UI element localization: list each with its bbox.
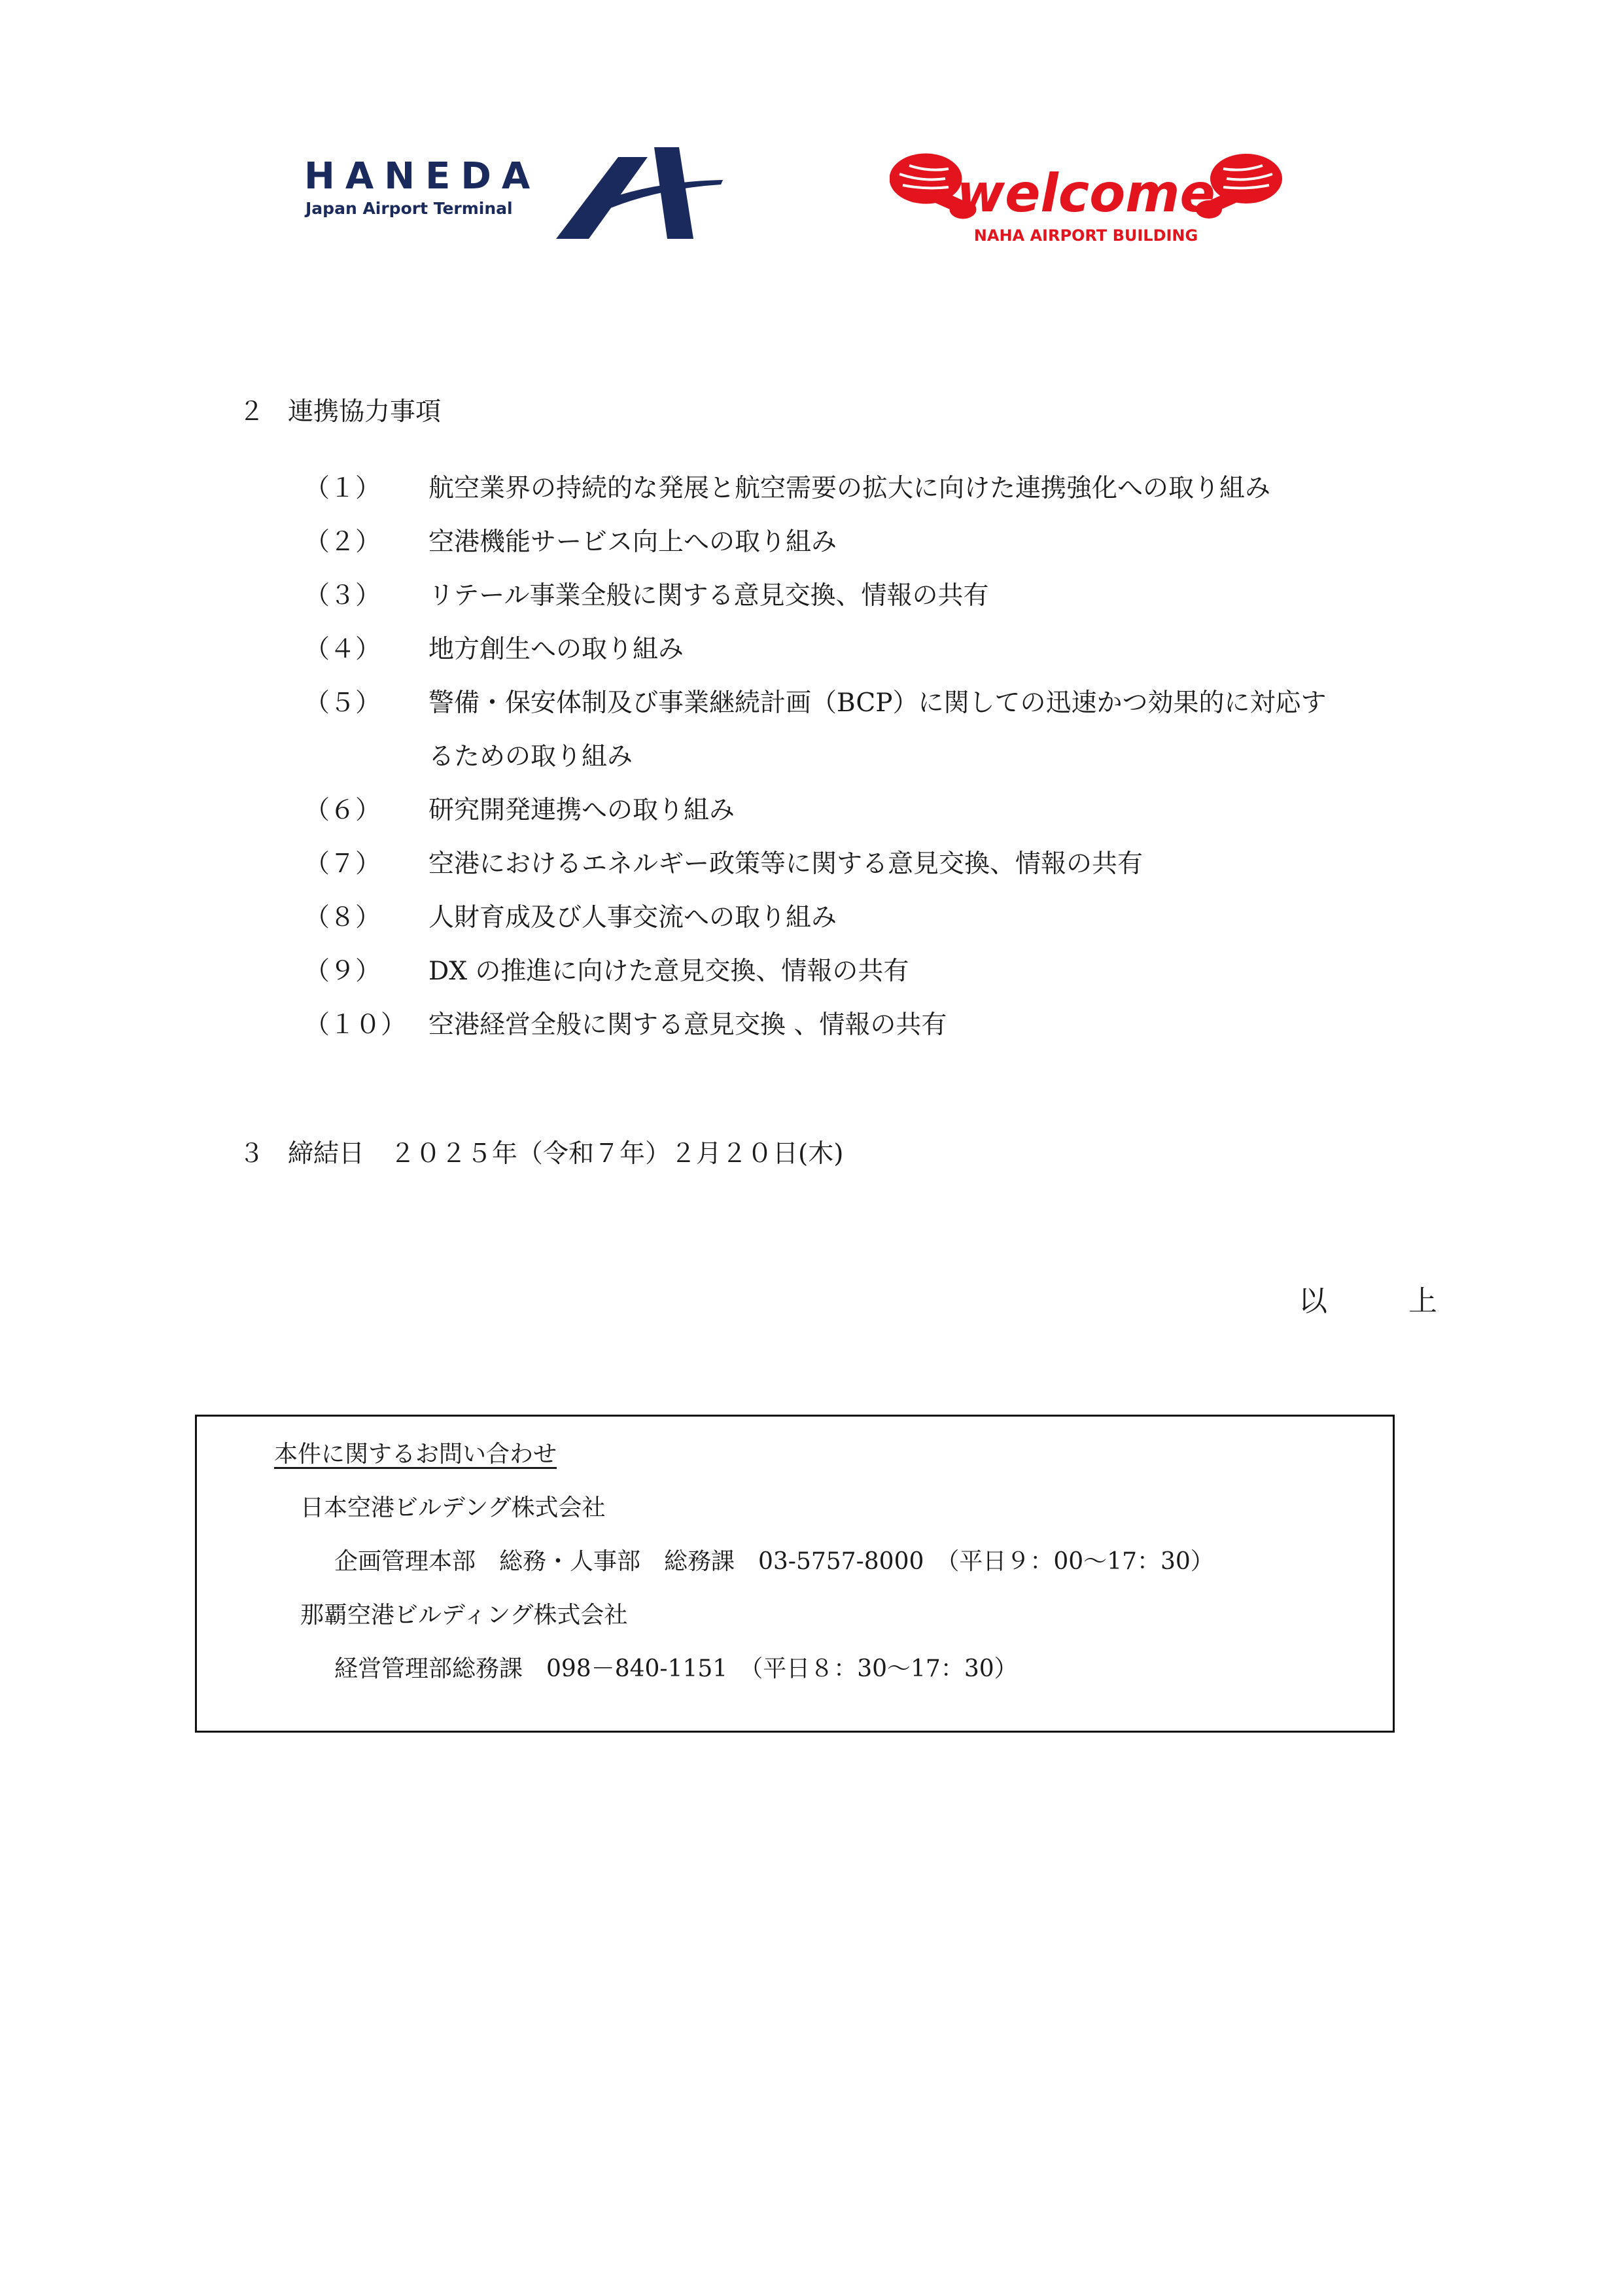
list-item-number-1: （１）: [304, 474, 381, 503]
contact-info-box: [195, 1415, 1395, 1733]
list-item-number-7: （７）: [304, 849, 381, 879]
list-item-text-2: 空港機能サービス向上への取り組み: [428, 527, 837, 557]
list-item-number-8: （８）: [304, 903, 381, 932]
haneda-h-mark-icon: [556, 144, 723, 242]
list-item-number-4: （４）: [304, 635, 381, 664]
naha-airport-logo: [890, 149, 1282, 247]
contact-company-1-detail: 企画管理本部 総務・人事部 総務課 03-5757-8000 （平日９：00〜17：30）: [334, 1548, 1214, 1575]
contact-company-2-detail: 経営管理部総務課 098－840-1151 （平日８：30〜17：30）: [334, 1655, 1018, 1682]
list-item-text-9: DX の推進に向けた意見交換、情報の共有: [428, 957, 909, 986]
section-3-number: ３: [239, 1139, 265, 1169]
contact-company-2: 那覇空港ビルディング株式会社: [300, 1602, 628, 1629]
haneda-logo-subtitle: Japan Airport Terminal: [305, 199, 513, 218]
section-2-number: ２: [239, 397, 265, 427]
list-item-text-5-continued: るための取り組み: [428, 742, 633, 771]
haneda-logo-word: HANEDA: [304, 155, 541, 198]
list-item-text-7: 空港におけるエネルギー政策等に関する意見交換、情報の共有: [428, 849, 1143, 879]
section-2-title: 連携協力事項: [288, 397, 442, 427]
haneda-logo: [304, 144, 723, 242]
list-item-number-2: （２）: [304, 527, 381, 557]
list-item-text-5: 警備・保安体制及び事業継続計画（BCP）に関しての迅速かつ効果的に対応す: [428, 688, 1327, 718]
section-3-signing-date: 締結日 ２０２５年（令和７年）２月２０日(木): [288, 1139, 844, 1169]
closing-mark: 以 上: [1299, 1284, 1463, 1318]
list-item-text-3: リテール事業全般に関する意見交換、情報の共有: [428, 581, 989, 610]
list-item-text-1: 航空業界の持続的な発展と航空需要の拡大に向けた連携強化への取り組み: [428, 474, 1271, 503]
svg-text:NAHA AIRPORT BUILDING: NAHA AIRPORT BUILDING: [973, 226, 1198, 245]
list-item-text-10: 空港経営全般に関する意見交換 、情報の共有: [428, 1010, 947, 1040]
list-item-text-8: 人財育成及び人事交流への取り組み: [428, 903, 837, 932]
list-item-number-10: （１０）: [304, 1010, 407, 1040]
list-item-number-5: （５）: [304, 688, 381, 718]
list-item-number-9: （９）: [304, 957, 381, 986]
list-item-number-6: （６）: [304, 796, 381, 825]
list-item-text-6: 研究開発連携への取り組み: [428, 796, 735, 825]
svg-text:welcome: welcome: [956, 163, 1215, 224]
naha-welcome-logo-icon: [890, 149, 1282, 247]
list-item-text-4: 地方創生への取り組み: [428, 635, 684, 664]
list-item-number-3: （３）: [304, 581, 381, 610]
contact-heading: 本件に関するお問い合わせ: [274, 1441, 557, 1468]
contact-company-1: 日本空港ビルデング株式会社: [300, 1494, 606, 1521]
